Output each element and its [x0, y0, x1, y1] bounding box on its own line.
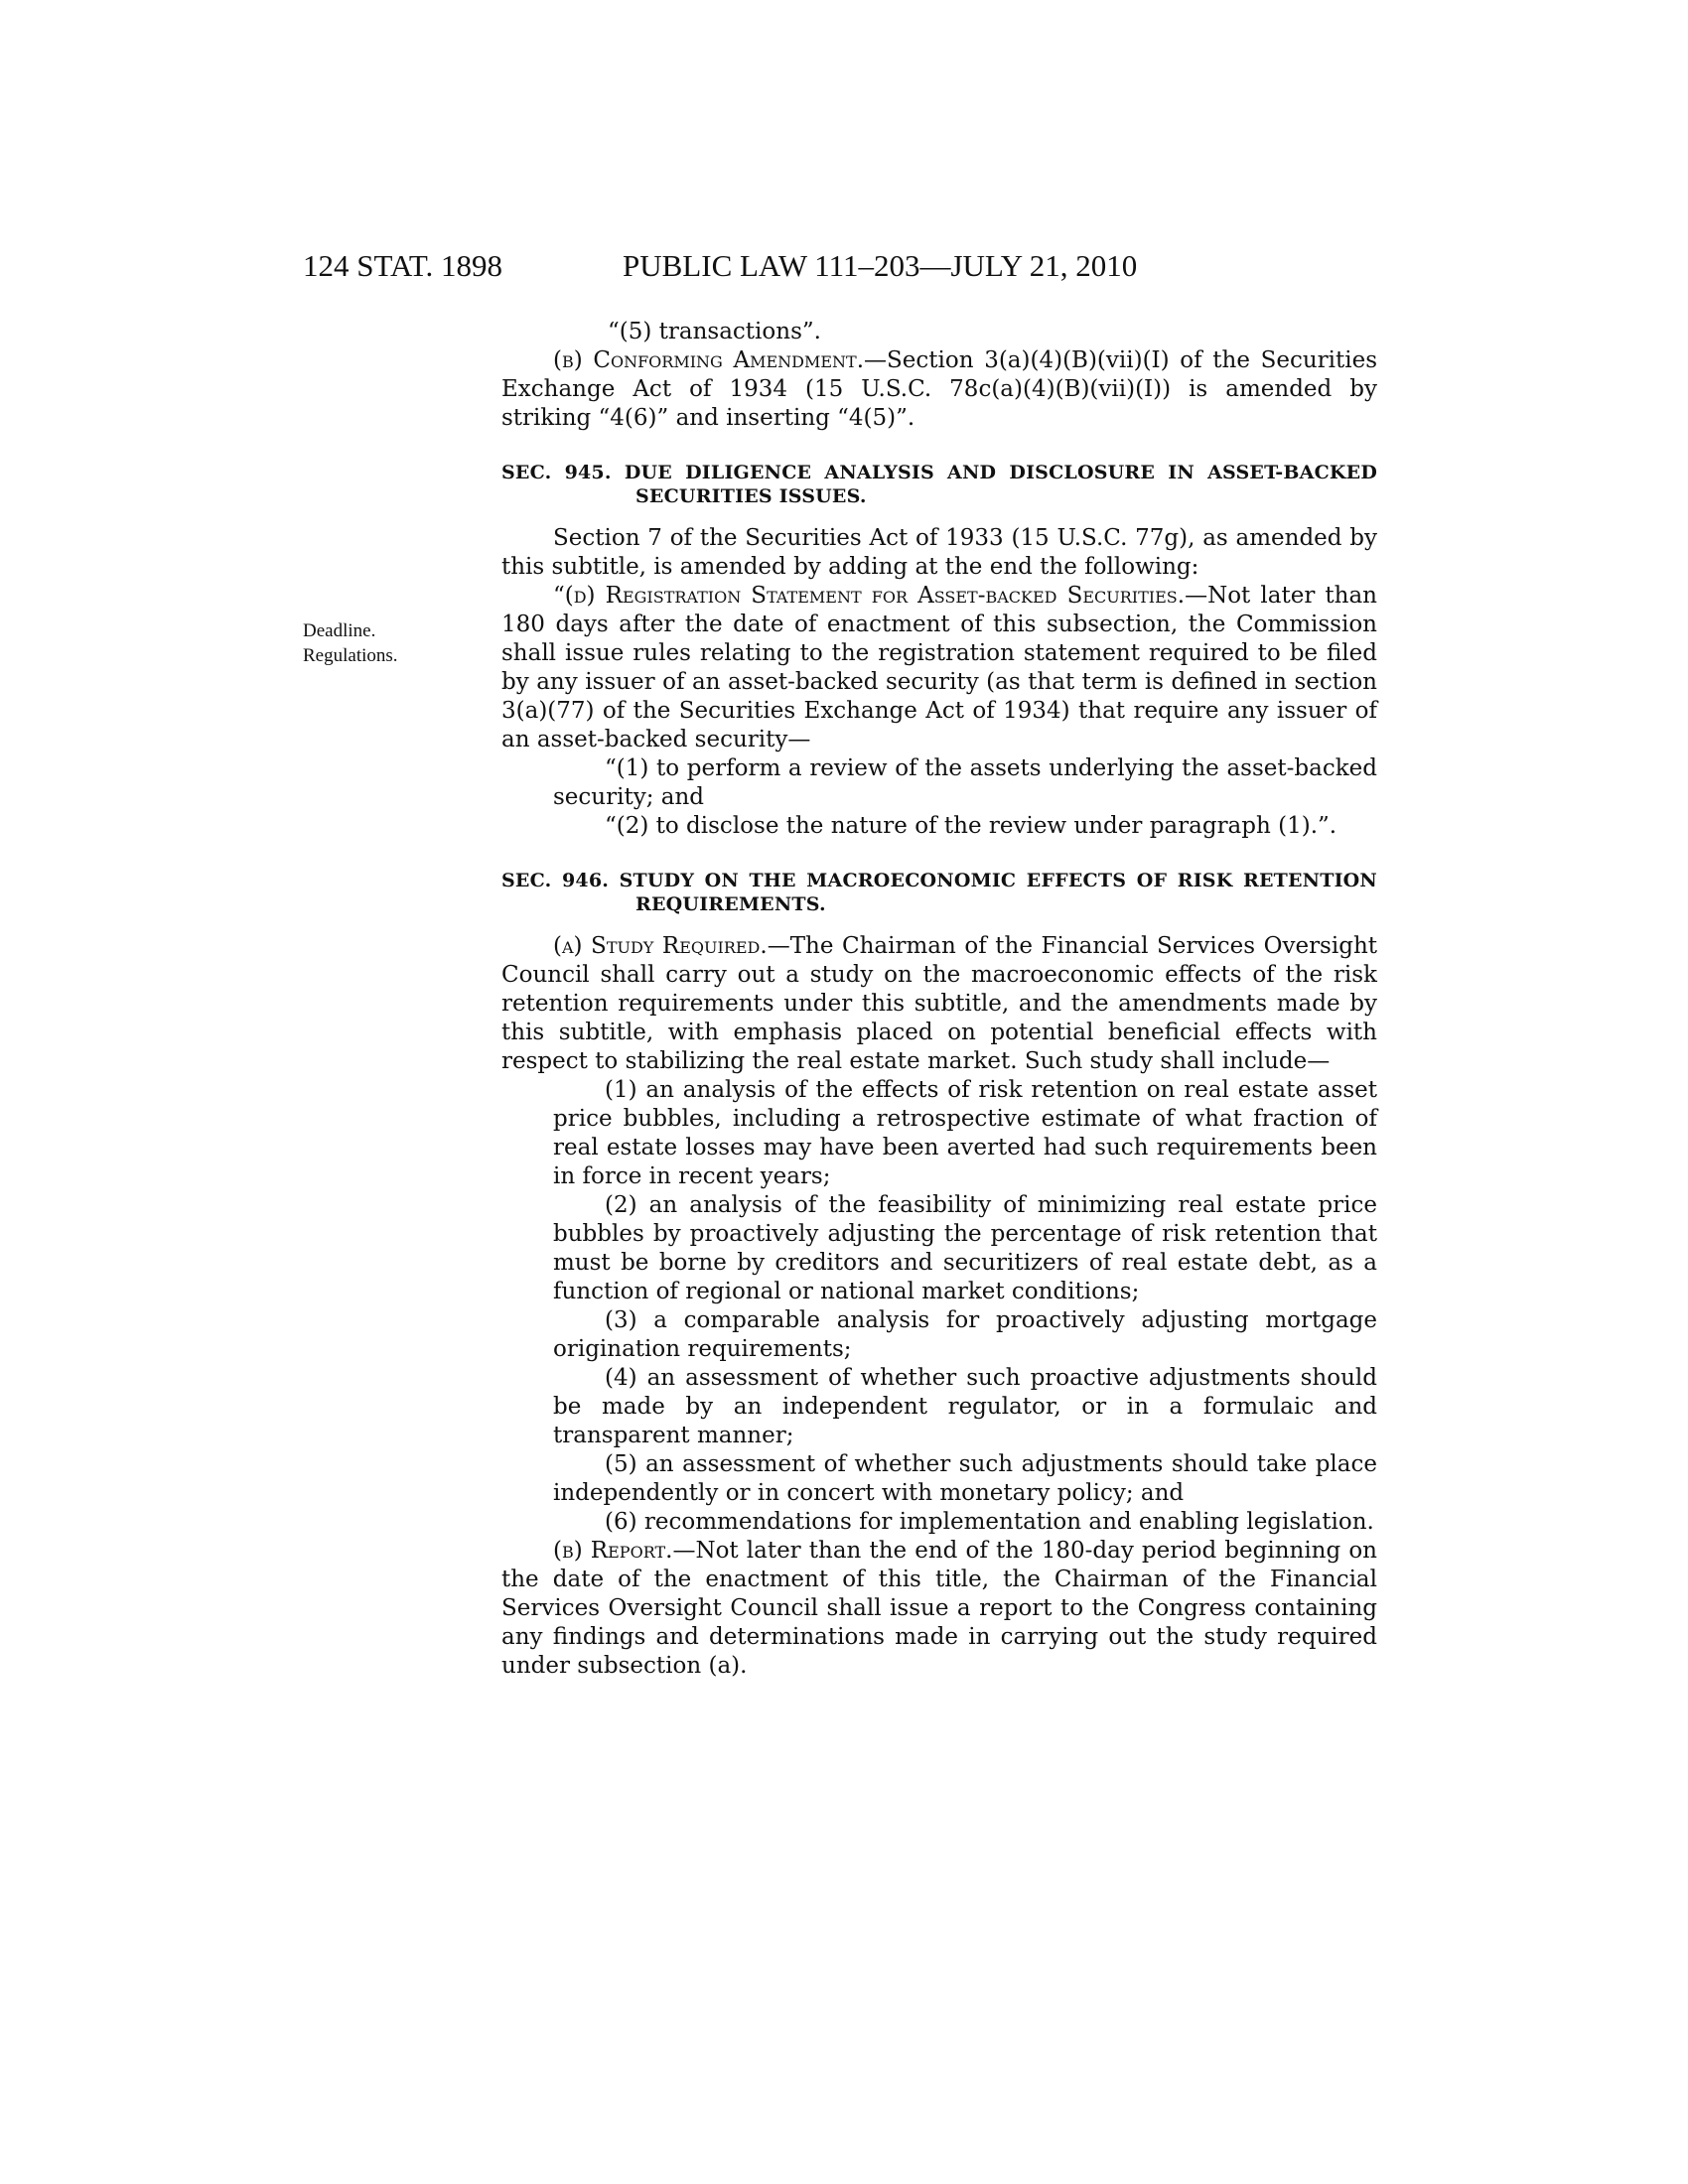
conforming-amendment-paragraph	[501, 346, 1377, 433]
subsection-d-text: —Not later than 180 days after the date of enactment of this subsection, the Commission shall issue rules relating to the registration statement required to be filed by any issuer of an asset-backed security (as that term is defined in section 3(a)(77) of the Securities Exchange Act of 1934) that require any issuer of an asset-backed security—	[501, 583, 1377, 752]
subsection-a-paragraph	[501, 932, 1377, 1076]
margin-notes	[303, 618, 398, 668]
subsection-d-label: “(d) Registration Statement for Asset-backed Securities.	[553, 583, 1186, 609]
running-title: PUBLIC LAW 111–203—JULY 21, 2010	[623, 248, 1138, 283]
subsection-b-paragraph	[501, 1537, 1377, 1681]
section-945-heading: SEC. 945. DUE DILIGENCE ANALYSIS AND DISCLOSURE IN ASSET-BACKED SECURITIES ISSUES.	[501, 462, 1377, 507]
statute-page-number: 124 STAT. 1898	[303, 248, 503, 283]
study-item-1: (1) an analysis of the effects of risk retention on real estate asset price bubbles, including a retrospective estimate of what fraction of real estate losses may have been averted had such requirements been in force in recent years;	[553, 1077, 1377, 1189]
study-item-6: (6) recommendations for implementation and enabling legislation.	[605, 1509, 1374, 1535]
margin-note-deadline: Deadline.	[303, 620, 376, 641]
study-item-4: (4) an assessment of whether such proactive adjustments should be made by an independent regulator, or in a formulaic and transparent manner;	[553, 1365, 1377, 1448]
section-945-intro: Section 7 of the Securities Act of 1933 (15 U.S.C. 77g), as amended by this subtitle, is amended by adding at the end the following:	[501, 525, 1377, 580]
conforming-amendment-text: —Section 3(a)(4)(B)(vii)(I) of the Securities Exchange Act of 1934 (15 U.S.C. 78c(a)(4)(B)(vii)(I)) is amended by striking “4(6)” and inserting “4(5)”.	[501, 347, 1378, 431]
subsection-d-paragraph	[501, 582, 1377, 754]
study-item-3: (3) a comparable analysis for proactively adjusting mortgage origination requirements;	[553, 1307, 1377, 1362]
subsection-d-item-1: “(1) to perform a review of the assets underlying the asset-backed security; and	[553, 755, 1377, 810]
subsection-b-label: (b) Report.	[553, 1538, 673, 1564]
conforming-amendment-label: (b) Conforming Amendment.	[553, 347, 865, 373]
subsection-a-label: (a) Study Required.	[553, 933, 768, 959]
study-item-5: (5) an assessment of whether such adjustments should take place independently or in concert with monetary policy; and	[553, 1451, 1377, 1506]
subsection-a-text: —The Chairman of the Financial Services Oversight Council shall carry out a study on the macroeconomic effects of the risk retention requirements under this subtitle, and the amendments made by this subtitle, with emphasis placed on potential beneficial effects with respect to stabilizing the real estate market. Such study shall include—	[501, 933, 1377, 1074]
page-header	[303, 248, 1395, 288]
section-946-heading: SEC. 946. STUDY ON THE MACROECONOMIC EFFECTS OF RISK RETENTION REQUIREMENTS.	[501, 870, 1377, 915]
subsection-b-text: —Not later than the end of the 180-day period beginning on the date of the enactment of this title, the Chairman of the Financial Services Oversight Council shall issue a report to the Congress containing any findings and determinations made in carrying out the study required under subsection (a).	[501, 1538, 1377, 1679]
study-item-2: (2) an analysis of the feasibility of minimizing real estate price bubbles by proactively adjusting the percentage of risk retention that must be borne by creditors and securitizers of real estate debt, as a function of regional or national market conditions;	[553, 1192, 1377, 1304]
margin-note-regulations: Regulations.	[303, 645, 398, 666]
quoted-item-5: “(5) transactions”.	[608, 319, 821, 344]
subsection-d-item-2: “(2) to disclose the nature of the review under paragraph (1).”.	[605, 813, 1337, 839]
body-text	[501, 318, 1377, 1681]
